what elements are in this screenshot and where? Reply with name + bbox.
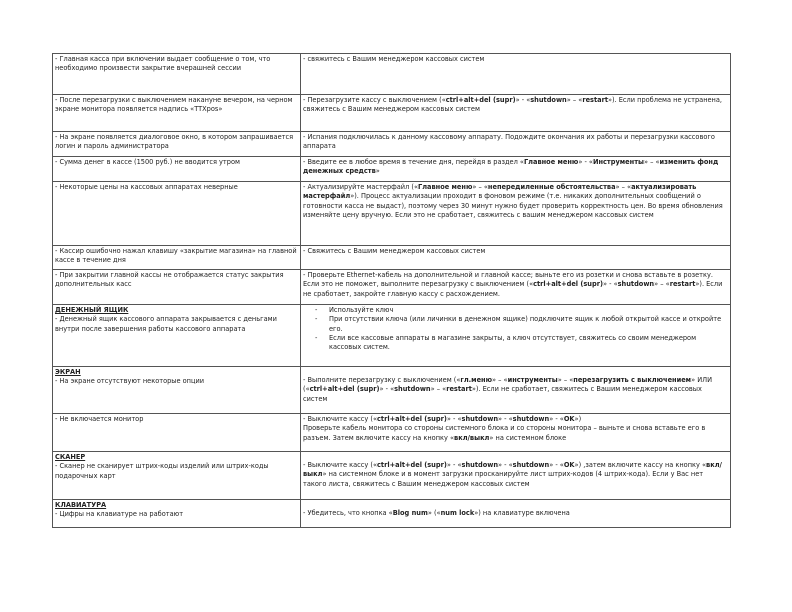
problem-cell: КЛАВИАТУРА - Цифры на клавиатуре на работают	[53, 500, 301, 528]
table-row	[53, 132, 731, 157]
problem-cell: - После перезагрузки с выключением накануне вечером, на черном экране монитора появляется надпись «TTXpos»	[53, 95, 301, 132]
list-item: - При отсутствии ключа (или личинки в денежном ящике) подключите ящик к любой открытой кассе и откройте его.	[329, 315, 727, 334]
solution-cell: - Убедитесь, что кнопка «Blog num» («num lock») на клавиатуре включена	[301, 500, 731, 528]
solution-cell	[301, 305, 731, 367]
troubleshooting-table	[52, 53, 731, 528]
section-heading-scanner: СКАНЕР	[55, 453, 86, 461]
problem-cell: - При закрытии главной кассы не отображается статус закрытия дополнительных касс	[53, 270, 301, 305]
problem-cell: ДЕНЕЖНЫЙ ЯЩИК - Денежный ящик кассового аппарата закрывается с деньгами внутри после завершения работы кассового аппарата	[53, 305, 301, 367]
solution-cell: - Свяжитесь с Вашим менеджером кассовых систем	[301, 246, 731, 270]
list-item: - Если все кассовые аппараты в магазине закрыты, а ключ отсутствует, свяжитесь со своим менеджером кассовых систем.	[329, 334, 727, 353]
table-row	[53, 95, 731, 132]
table-row	[53, 270, 731, 305]
problem-cell: - На экране появляется диалоговое окно, в котором запрашивается логин и пароль администратора	[53, 132, 301, 157]
solution-cell: - Испания подключилась к данному кассовому аппарату. Подождите окончания их работы и перезагрузки кассового аппарата	[301, 132, 731, 157]
solution-cell: - Актуализируйте мастерфайл («Главное меню» – «непередиленные обстоятельства» – «актуализировать мастерфайл»). Процесс актуализации проходит в фоновом режиме (т.е. никаких дополнительных сообщений о готовности касса не выдаст), поэтому через 30 минут нужно будет проверить корректность цен. Во время обновления изменяйте цену вручную. Если это не сработает, свяжитесь с вашим менеджером кассовых систем	[301, 182, 731, 246]
solution-cell: - Проверьте Ethernet-кабель на дополнительной и главной кассе; выньте его из розетки и снова вставьте в розетку. Если это не поможет, выполните перезагрузку с выключением («ctrl+alt+del (supr)» - «shutdown» – «restart»). Если не сработает, закройте главную кассу с расхождением.	[301, 270, 731, 305]
table-row	[53, 414, 731, 452]
problem-cell: - Сумма денег в кассе (1500 руб.) не вводится утром	[53, 157, 301, 182]
table-row	[53, 452, 731, 500]
section-heading-keyboard: КЛАВИАТУРА	[55, 501, 107, 509]
solution-cell: - Выключите кассу («ctrl+alt+del (supr)» - «shutdown» - «shutdown» - «OK») Проверьте кабель монитора со стороны системного блока и со стороны монитора – выньте и снова вставьте его в разъем. Затем включите кассу на кнопку «вкл/выкл» на системном блоке	[301, 414, 731, 452]
problem-cell: - Некоторые цены на кассовых аппаратах неверные	[53, 182, 301, 246]
table-row	[53, 305, 731, 367]
problem-cell: - Кассир ошибочно нажал клавишу «закрытие магазина» на главной кассе в течение дня	[53, 246, 301, 270]
problem-cell: СКАНЕР - Сканер не сканирует штрих-коды изделий или штрих-коды подарочных карт	[53, 452, 301, 500]
cash-drawer-steps	[303, 306, 727, 353]
list-item: - Используйте ключ	[329, 306, 727, 315]
problem-cell: - Не включается монитор	[53, 414, 301, 452]
solution-cell: - Выключите кассу («ctrl+alt+del (supr)» - «shutdown» - «shutdown» - «OK») ,затем включите кассу на кнопку «вкл/выкл» на системном блоке и в момент загрузки просканируйте лист штрих-кодов (4 штрих-кода). Если у Вас нет такого листа, свяжитесь с Вашим менеджером кассовых систем	[301, 452, 731, 500]
solution-cell: - Выполните перезагрузку с выключением («гл.меню» – «инструменты» – «перезагрузить с выключением» ИЛИ («ctrl+alt+del (supr)» - «shutdown» – «restart»). Если не сработает, свяжитесь с Вашим менеджером кассовых систем	[301, 367, 731, 414]
solution-cell: - Перезагрузите кассу с выключением («ctrl+alt+del (supr)» - «shutdown» – «restart»). Если проблема не устранена, свяжитесь с Вашим менеджером кассовых систем	[301, 95, 731, 132]
table-row	[53, 367, 731, 414]
table-row	[53, 182, 731, 246]
problem-cell: ЭКРАН - На экране отсутствуют некоторые опции	[53, 367, 301, 414]
section-heading-cash-drawer: ДЕНЕЖНЫЙ ЯЩИК	[55, 306, 129, 314]
table-row	[53, 157, 731, 182]
problem-cell: - Главная касса при включении выдает сообщение о том, что необходимо произвести закрытие вчерашней сессии	[53, 54, 301, 95]
section-heading-screen: ЭКРАН	[55, 368, 81, 376]
solution-cell: - свяжитесь с Вашим менеджером кассовых систем	[301, 54, 731, 95]
table-row	[53, 246, 731, 270]
solution-cell: - Введите ее в любое время в течение дня, перейдя в раздел «Главное меню» - «Инструменты» – «изменить фонд денежных средств»	[301, 157, 731, 182]
table-row	[53, 500, 731, 528]
table-row	[53, 54, 731, 95]
